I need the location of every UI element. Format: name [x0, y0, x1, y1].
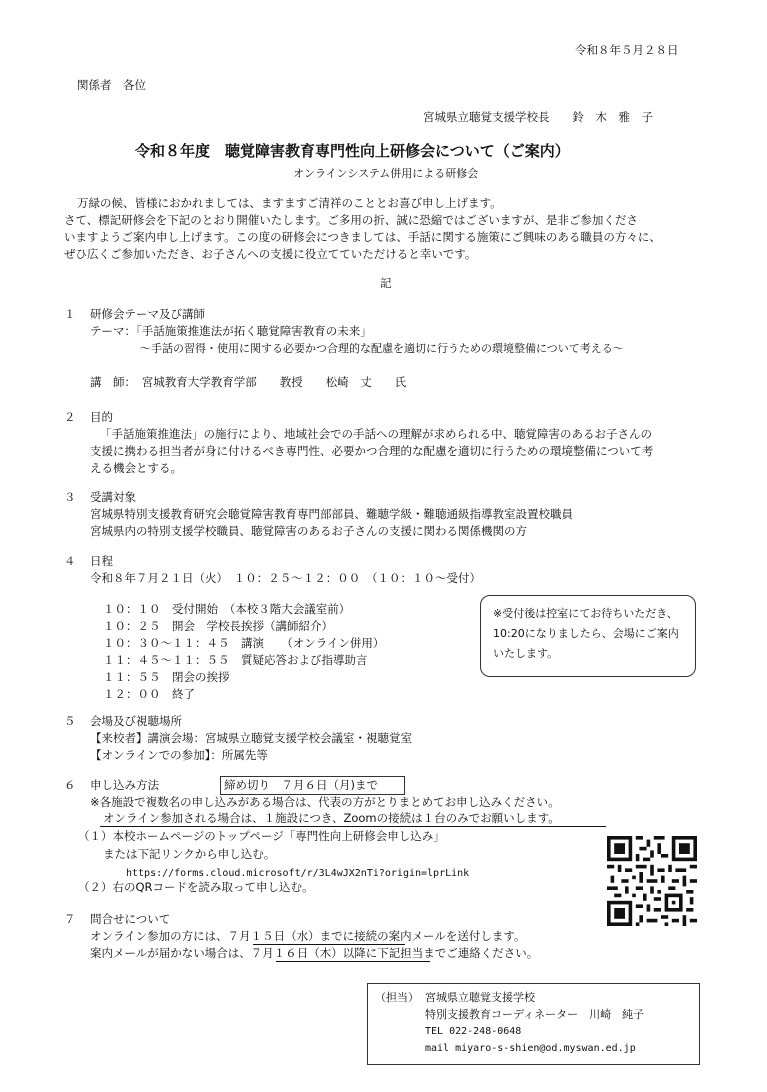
schedule-item: １２：００ 終了	[103, 687, 195, 701]
inquiry-line: 案内メールが届かない場合は、７月１６日（木）以降に下記担当までご連絡ください。	[90, 946, 539, 960]
venue-line: 【オンラインでの参加】：所属先等	[90, 748, 268, 762]
inquiry-date-underline	[253, 944, 405, 945]
section-number: ７	[64, 912, 76, 926]
schedule-item: １０：２５ 開会 学校長挨拶（講師紹介）	[103, 619, 333, 633]
section-number: ６	[64, 778, 76, 792]
section-heading: 目的	[90, 410, 113, 424]
intro-line: いますようご案内申し上げます。この度の研修会につきましては、手話に関する施策にご興味のある職員の方々に、	[64, 230, 661, 244]
target-line: 宮城県特別支援教育研究会聴覚障害教育専門部部員、難聴学級・難聴通級指導教室設置校職員	[90, 507, 573, 521]
schedule-item: １１：４５～１１：５５ 質疑応答および指導助言	[103, 653, 368, 667]
qr-code-icon[interactable]	[607, 836, 697, 926]
section-number: ５	[64, 714, 76, 728]
deadline: 締め切り ７月６日（月)まで	[224, 778, 378, 792]
document-subtitle: オンラインシステム併用による研修会	[293, 167, 479, 180]
purpose-line: える機会とする。	[90, 461, 182, 475]
reception-note-box	[480, 595, 696, 677]
section-heading: 日程	[90, 554, 113, 568]
section-heading: 会場及び視聴場所	[90, 714, 182, 728]
intro-line: さて、標記研修会を下記のとおり開催いたします。ご多用の折、誠に恐縮ではございますが、是非ご参加くださ	[64, 213, 638, 227]
target-line: 宮城県内の特別支援学校職員、聴覚障害のあるお子さんの支援に関わる関係機関の方	[90, 524, 527, 538]
section-number: ４	[64, 554, 76, 568]
reception-note: ※受付後は控室にてお待ちいただき、10:20になりましたら、会場にご案内いたします。	[493, 607, 679, 660]
purpose-line: 支援に携わる担当者が身に付けるべき専門性、必要かつ合理的な配慮を適切に行うための環境整備について考	[90, 444, 654, 458]
schedule-date: 令和８年７月２１日（火） １０：２５～１２：００ （１０：１０～受付）	[90, 571, 481, 585]
inquiry-line: オンライン参加の方には、７月１５日（水）までに接続の案内メールを送付します。	[90, 929, 526, 943]
ki-marker: 記	[380, 276, 392, 290]
intro-line: 万緑の候、皆様におかれましては、ますますご清祥のこととお喜び申し上げます。	[77, 196, 502, 210]
purpose-line: 「手話施策推進法」の施行により、地域社会での手話への理解が求められる中、聴覚障害のあるお子さんの	[100, 427, 652, 441]
theme: テーマ：「手話施策推進法が拓く聴覚障害教育の未来」	[90, 324, 372, 338]
section-heading: 研修会テーマ及び講師	[90, 307, 205, 321]
contact-person: 特別支援教育コーディネーター 川崎 純子	[425, 1008, 645, 1021]
contact-label: （担当）	[375, 991, 419, 1004]
schedule-item: １０：３０～１１：４５ 講演 （オンライン併用）	[103, 636, 385, 650]
section-heading: 申し込み方法	[90, 778, 159, 792]
section-number: ２	[64, 410, 76, 424]
application-note: ※各施設で複数名の申し込みがある場合は、代表の方がとりまとめてお申し込みください。	[90, 795, 560, 809]
application-link[interactable]: https://forms.cloud.microsoft/r/3L4wJX2nTi?origin=lprLink	[126, 868, 470, 879]
lecturer: 講 師： 宮城教育大学教育学部 教授 松崎 丈 氏	[90, 375, 407, 389]
section-number: １	[64, 307, 76, 321]
sender: 宮城県立聴覚支援学校長 鈴 木 雅 子	[423, 110, 653, 124]
section-heading: 受講対象	[90, 490, 136, 504]
contact-tel: TEL 022-248-0648	[425, 1026, 522, 1037]
section-heading: 問合せについて	[90, 912, 171, 926]
online-note-underline	[100, 826, 606, 827]
apply-method-1: （１）本校ホームページのトップページ「専門性向上研修会申し込み」	[78, 829, 445, 843]
recipient: 関係者 各位	[77, 78, 146, 92]
section-number: ３	[64, 490, 76, 504]
online-note: オンライン参加される場合は、１施設につき、Zoomの接続は１台のみでお願いします。	[103, 811, 560, 825]
apply-method-1-sub: または下記リンクから申し込む。	[103, 847, 276, 861]
theme-subtitle: ～手話の習得・使用に関する必要かつ合理的な配慮を適切に行うための環境整備について考える～	[140, 342, 624, 355]
document-title: 令和８年度 聴覚障害教育専門性向上研修会について（ご案内）	[135, 142, 570, 160]
contact-school: 宮城県立聴覚支援学校	[425, 991, 535, 1004]
inquiry-date-underline	[276, 961, 430, 962]
intro-line: ぜひ広くご参加いただき、お子さんへの支援に役立てていただけると幸いです。	[64, 247, 477, 261]
document-date: 令和８年５月２８日	[575, 43, 679, 57]
schedule-item: １１：５５ 閉会の挨拶	[103, 670, 230, 684]
venue-line: 【来校者】講演会場：宮城県立聴覚支援学校会議室・視聴覚室	[90, 731, 412, 745]
contact-mail[interactable]: mail miyaro-s-shien@od.myswan.ed.jp	[425, 1043, 636, 1054]
apply-method-2: （２）右のQRコードを読み取って申し込む。	[78, 880, 314, 894]
schedule-item: １０：１０ 受付開始 （本校３階大会議室前）	[103, 602, 351, 616]
